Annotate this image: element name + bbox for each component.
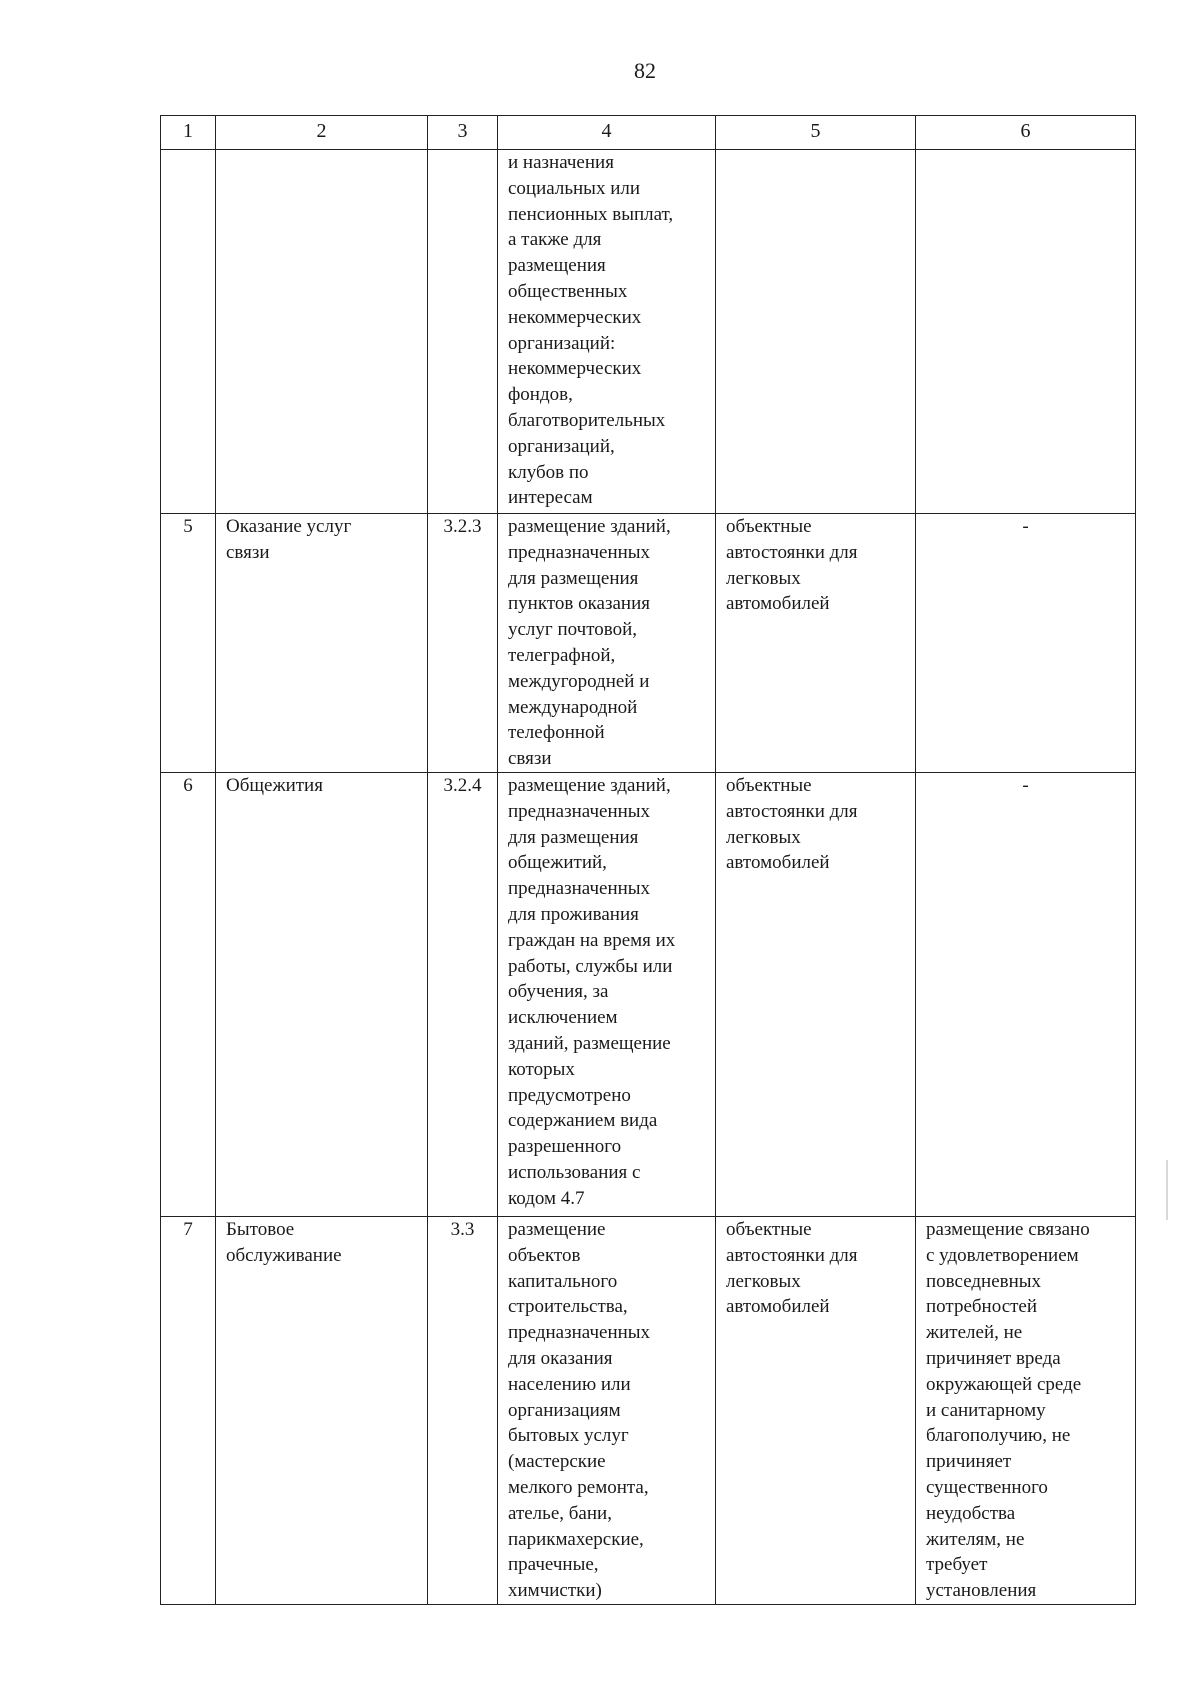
cell-line: а также для xyxy=(508,229,602,251)
cell-line: обслуживание xyxy=(226,1244,342,1266)
cell-line: для проживания xyxy=(508,903,639,925)
cell-line: потребностей xyxy=(926,1296,1038,1318)
use-name-cell xyxy=(216,150,428,514)
cell-line: предусмотрено xyxy=(508,1084,631,1106)
cell-line: размещение xyxy=(508,1218,606,1240)
cell-line: автомобилей xyxy=(726,852,830,874)
scan-artifact xyxy=(1166,1160,1168,1220)
cell-line: телефонной xyxy=(508,722,605,744)
cell-line: установления xyxy=(926,1580,1037,1602)
cell-line: населению или xyxy=(508,1373,631,1395)
cell-line: предназначенных xyxy=(508,1322,651,1344)
cell-line: неудобства xyxy=(926,1502,1016,1524)
cell-line: размещение зданий, xyxy=(508,516,671,537)
cell-line: - xyxy=(1022,774,1029,796)
cell-line: объектные xyxy=(726,1218,812,1240)
use-name-cell xyxy=(216,514,428,773)
cell-line: автостоянки для xyxy=(726,800,858,822)
table-row xyxy=(161,514,1136,773)
cell-line: содержанием вида xyxy=(508,1110,658,1132)
header-cell: 4 xyxy=(498,116,716,150)
cell-line: окружающей среде xyxy=(926,1373,1082,1395)
cell-line: для размещения xyxy=(508,826,639,848)
cell-line: прачечные, xyxy=(508,1554,599,1576)
header-cell: 2 xyxy=(216,116,428,150)
cell-line: мелкого ремонта, xyxy=(508,1476,649,1498)
cell-line: обучения, за xyxy=(508,981,609,1003)
cell-line: телеграфной, xyxy=(508,644,616,666)
table-row xyxy=(161,772,1136,1216)
header-cell: 6 xyxy=(916,116,1136,150)
cell-line: объектные xyxy=(726,516,812,537)
description-cell xyxy=(498,514,716,773)
header-cell: 5 xyxy=(716,116,916,150)
row-number-cell xyxy=(161,150,216,514)
cell-line: зданий, размещение xyxy=(508,1032,671,1054)
description-cell xyxy=(498,1216,716,1604)
cell-line: автомобилей xyxy=(726,593,830,615)
cell-line: которых xyxy=(508,1058,575,1080)
row-number-cell: 6 xyxy=(161,772,216,1216)
cell-line: объектов xyxy=(508,1244,581,1266)
cell-line: граждан на время их xyxy=(508,929,676,951)
cell-line: ателье, бани, xyxy=(508,1502,612,1524)
use-name-cell xyxy=(216,772,428,1216)
conditions-cell xyxy=(916,150,1136,514)
cell-line: кодом 4.7 xyxy=(508,1187,585,1209)
use-code-cell: 3.2.3 xyxy=(428,514,498,773)
cell-line: междугородней и xyxy=(508,670,650,692)
cell-line: химчистки) xyxy=(508,1580,602,1602)
cell-line: причиняет вреда xyxy=(926,1347,1061,1369)
cell-line: некоммерческих xyxy=(508,306,642,328)
cell-line: (мастерские xyxy=(508,1451,606,1473)
cell-line: связи xyxy=(226,541,270,563)
cell-line: бытовых услуг xyxy=(508,1425,629,1447)
cell-line: и санитарному xyxy=(926,1399,1046,1421)
cell-line: Бытовое xyxy=(226,1218,295,1240)
cell-line: некоммерческих xyxy=(508,358,642,380)
cell-line: общественных xyxy=(508,280,628,302)
cell-line: с удовлетворением xyxy=(926,1244,1079,1266)
header-cell: 1 xyxy=(161,116,216,150)
table-row xyxy=(161,1216,1136,1604)
cell-line: повседневных xyxy=(926,1270,1042,1292)
parking-cell xyxy=(716,1216,916,1604)
cell-line: благотворительных xyxy=(508,409,666,431)
cell-line: легковых xyxy=(726,1270,801,1292)
cell-line: и назначения xyxy=(508,152,614,173)
cell-line: пунктов оказания xyxy=(508,593,650,615)
use-code-cell: 3.3 xyxy=(428,1216,498,1604)
cell-line: размещения xyxy=(508,255,606,277)
cell-line: капитального xyxy=(508,1270,618,1292)
parking-cell xyxy=(716,772,916,1216)
cell-line: существенного xyxy=(926,1476,1048,1498)
cell-line: жителям, не xyxy=(926,1528,1025,1550)
cell-line: автостоянки для xyxy=(726,541,858,563)
table-row xyxy=(161,150,1136,514)
use-name-cell xyxy=(216,1216,428,1604)
cell-line: общежитий, xyxy=(508,852,607,874)
cell-line: для оказания xyxy=(508,1347,613,1369)
cell-line: размещение связано xyxy=(926,1218,1090,1240)
cell-line: - xyxy=(1022,516,1029,537)
cell-line: пенсионных выплат, xyxy=(508,203,674,225)
cell-line: разрешенного xyxy=(508,1136,622,1158)
cell-line: предназначенных xyxy=(508,800,651,822)
cell-line: легковых xyxy=(726,826,801,848)
use-code-cell xyxy=(428,150,498,514)
cell-line: Общежития xyxy=(226,774,323,796)
cell-line: Оказание услуг xyxy=(226,516,352,537)
cell-line: международной xyxy=(508,696,638,718)
row-number-cell: 7 xyxy=(161,1216,216,1604)
parking-cell xyxy=(716,514,916,773)
conditions-cell xyxy=(916,1216,1136,1604)
cell-line: автомобилей xyxy=(726,1296,830,1318)
cell-line: строительства, xyxy=(508,1296,628,1318)
cell-line: размещение зданий, xyxy=(508,774,671,796)
cell-line: клубов по xyxy=(508,461,589,483)
conditions-cell xyxy=(916,772,1136,1216)
regulations-table xyxy=(160,115,1136,1605)
cell-line: организаций: xyxy=(508,332,616,354)
cell-line: объектные xyxy=(726,774,812,796)
cell-line: связи xyxy=(508,748,552,770)
header-cell: 3 xyxy=(428,116,498,150)
page-number: 82 xyxy=(634,58,656,83)
description-cell xyxy=(498,150,716,514)
use-code-cell: 3.2.4 xyxy=(428,772,498,1216)
description-cell xyxy=(498,772,716,1216)
cell-line: организаций, xyxy=(508,435,615,457)
cell-line: исключением xyxy=(508,1007,618,1029)
cell-line: предназначенных xyxy=(508,541,651,563)
cell-line: услуг почтовой, xyxy=(508,619,638,641)
cell-line: социальных или xyxy=(508,177,641,199)
cell-line: организациям xyxy=(508,1399,621,1421)
cell-line: легковых xyxy=(726,567,801,589)
cell-line: предназначенных xyxy=(508,878,651,900)
cell-line: для размещения xyxy=(508,567,639,589)
cell-line: жителей, не xyxy=(926,1322,1023,1344)
cell-line: благополучию, не xyxy=(926,1425,1071,1447)
cell-line: интересам xyxy=(508,487,593,509)
row-number-cell: 5 xyxy=(161,514,216,773)
conditions-cell xyxy=(916,514,1136,773)
cell-line: фондов, xyxy=(508,384,573,406)
cell-line: работы, службы или xyxy=(508,955,673,977)
table-header-row xyxy=(161,116,1136,150)
parking-cell xyxy=(716,150,916,514)
cell-line: автостоянки для xyxy=(726,1244,858,1266)
cell-line: требует xyxy=(926,1554,988,1576)
cell-line: парикмахерские, xyxy=(508,1528,644,1550)
cell-line: использования с xyxy=(508,1161,641,1183)
cell-line: причиняет xyxy=(926,1451,1012,1473)
